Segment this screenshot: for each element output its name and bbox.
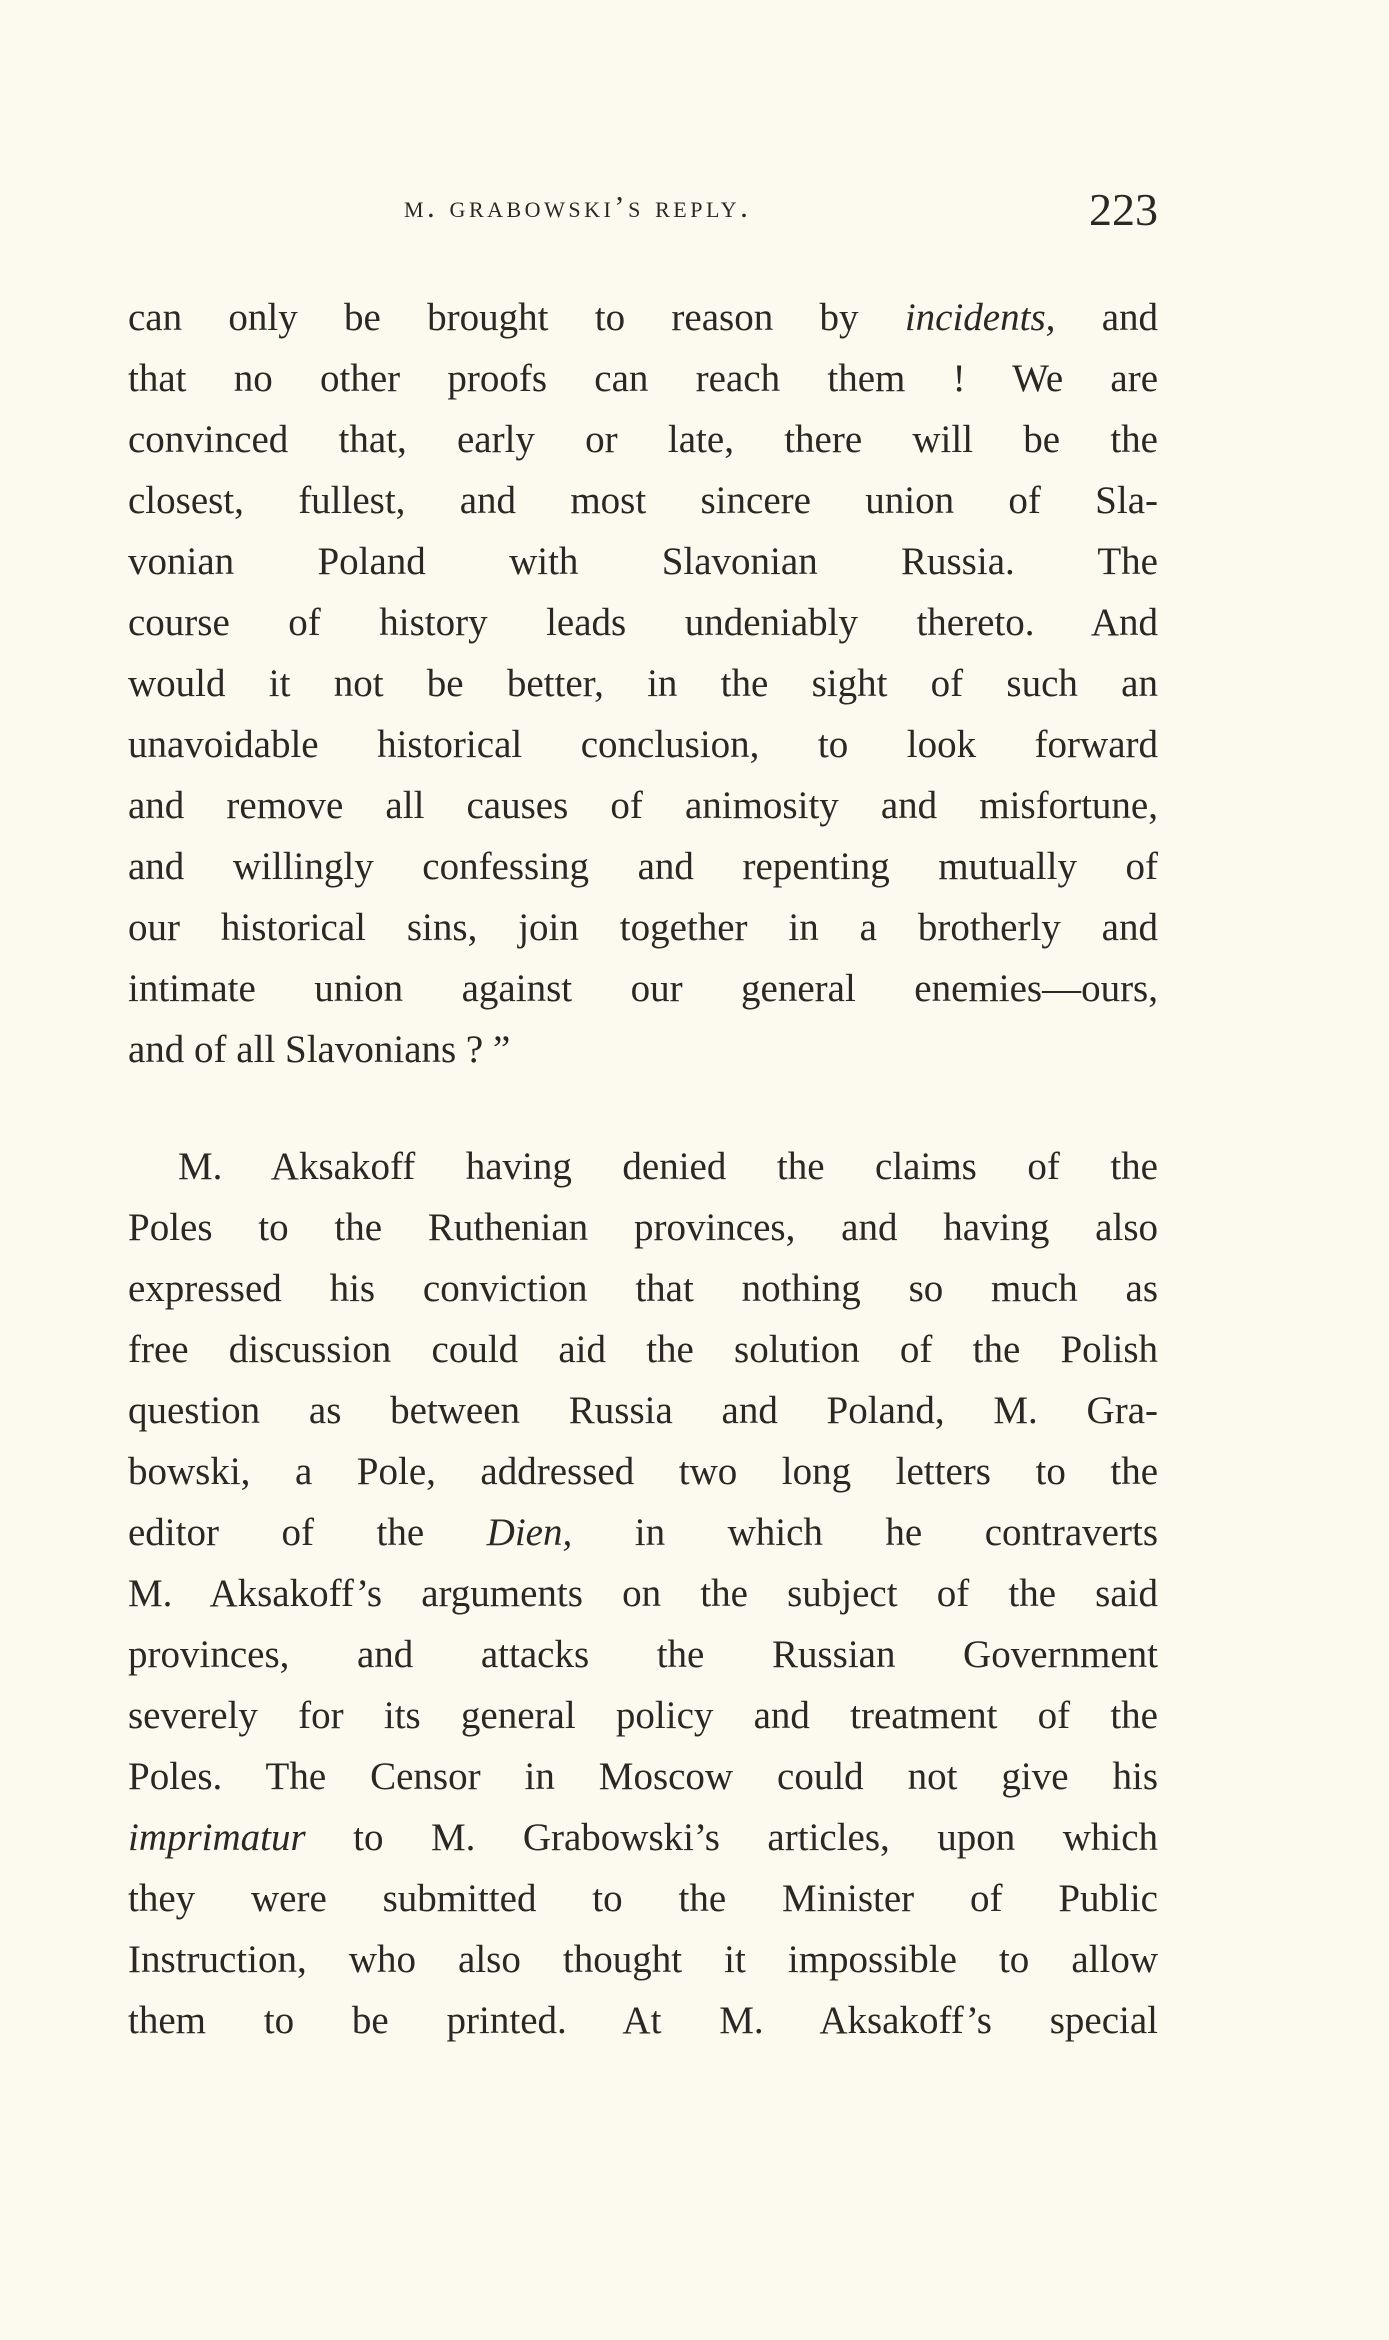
text-line: free discussion could aid the solution of the Polish <box>128 1328 1158 1371</box>
paragraph-aksakoff <box>128 1136 1158 2051</box>
text-line: our historical sins, join together in a brotherly and <box>128 906 1158 949</box>
text-line: and remove all causes of animosity and misfortune, <box>128 784 1158 827</box>
text-line: course of history leads undeniably thereto. And <box>128 601 1158 644</box>
text-line: and of all Slavonians ? ” <box>128 1028 511 1071</box>
text-line: severely for its general policy and treatment of the <box>128 1694 1158 1737</box>
text-line: and willingly confessing and repenting mutually of <box>128 845 1158 888</box>
text-line: editor of the Dien, in which he contraverts <box>128 1511 1158 1554</box>
text-line: vonian Poland with Slavonian Russia. The <box>128 540 1158 583</box>
running-header <box>128 183 1158 243</box>
text-line: can only be brought to reason by incidents, and <box>128 296 1159 339</box>
text-line: intimate union against our general enemies—ours, <box>128 967 1158 1010</box>
text-line: they were submitted to the Minister of Public <box>128 1877 1158 1920</box>
text-line: that no other proofs can reach them ! We are <box>128 357 1158 400</box>
text-line: expressed his conviction that nothing so much as <box>128 1267 1158 1310</box>
text-line: closest, fullest, and most sincere union of Sla- <box>128 479 1158 522</box>
text-line: bowski, a Pole, addressed two long letters to the <box>128 1450 1158 1493</box>
paragraph-continued <box>128 287 1158 1080</box>
text-line: imprimatur to M. Grabowski’s articles, upon which <box>128 1816 1158 1859</box>
page-number: 223 <box>1089 184 1158 235</box>
text-line: Poles to the Ruthenian provinces, and having also <box>128 1206 1158 1249</box>
italic-word: Dien, <box>486 1511 573 1554</box>
text-line: provinces, and attacks the Russian Government <box>128 1633 1158 1676</box>
italic-word: incidents, <box>904 296 1056 339</box>
text-line: question as between Russia and Poland, M. Gra- <box>128 1389 1158 1432</box>
text-line: M. Aksakoff having denied the claims of the <box>178 1145 1158 1188</box>
italic-word: imprimatur <box>128 1816 306 1859</box>
text-line: unavoidable historical conclusion, to look forward <box>128 723 1158 766</box>
text-line: Instruction, who also thought it impossible to allow <box>128 1938 1158 1981</box>
text-line: convinced that, early or late, there will be the <box>128 418 1158 461</box>
text-line: M. Aksakoff’s arguments on the subject of the said <box>128 1572 1158 1615</box>
text-line: Poles. The Censor in Moscow could not give his <box>128 1755 1158 1798</box>
text-line: them to be printed. At M. Aksakoff’s special <box>128 1999 1158 2042</box>
text-line: would it not be better, in the sight of such an <box>128 662 1158 705</box>
running-title: m. grabowski’s reply. <box>404 189 752 224</box>
